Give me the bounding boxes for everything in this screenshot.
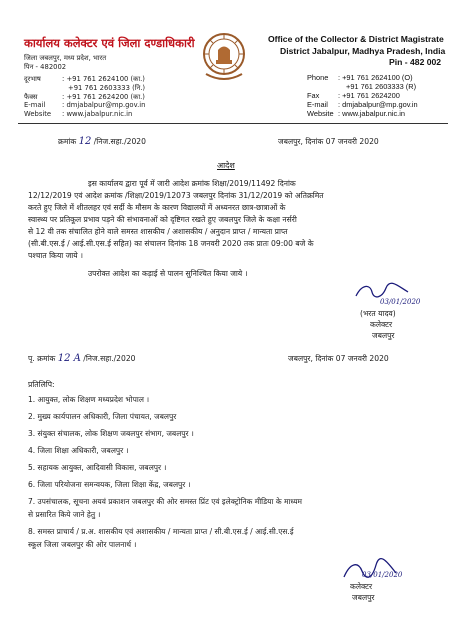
hindi-phone-label: दूरभाष [24,75,41,83]
copy-recipient-8-cont: स्कूल जिला जबलपुर की ओर पालनार्थ । [28,540,137,549]
english-phone-label: Phone [307,73,329,82]
state-emblem-icon [200,30,248,88]
order-para-line-2: 12/12/2019 एवं आदेश क्रमांक /शिक्षा/2019/12073 जबलपुर दिनांक 31/12/2019 को अतिक्रमित [28,191,324,200]
order-date: जबलपुर, दिनांक 07 जनवरी 2020 [278,137,379,146]
english-phone-1: : +91 761 2624100 (O) [338,73,413,82]
hindi-email-label: E-mail [24,101,46,109]
endorsement-reference [28,353,136,365]
order-reference [58,136,146,148]
order-para-line-4: स्वास्थ्य पर प्रतिकूल प्रभाव पड़ने की संभावनाओं को दृष्टिगत रखते हुए जबलपुर जिले के कक्षा नर्सरी [28,215,297,224]
order-para-line-5: से 12 वी तक संचालित होने वाले समस्त शासकीय / अशासकीय / अनुदान प्राप्त / मान्यता प्राप्त [28,227,288,236]
order-para-line-3: करते हुए जिले में शीतलहर एवं सर्दी के मौसम के कारण विद्यालयों में अध्यनरत छात्र-छात्राओं के [28,203,286,212]
header-divider [18,123,448,124]
hindi-pin-line: पिन - 482002 [24,63,67,71]
order-para-line-7: पश्चात किया जाये । [28,251,83,260]
order-ref-prefix: क्रमांक [58,137,77,146]
hindi-phone-2: +91 761 2603333 (नि.) [68,84,146,92]
order-sign-title: कलेक्टर [370,320,393,329]
copy-recipient-7-cont: से प्रसारित किये जाने हेतु । [28,510,101,519]
copy-recipient-8: 8. समस्त प्राचार्य / प्र.अ. शासकीय एवं अशासकीय / मान्यता प्राप्त / सी.बी.एस.ई / आई.सी.एस.ई [28,527,294,536]
hindi-phone-1: : +91 761 2624100 (का.) [62,75,145,83]
order-compliance: उपरोक्त आदेश का कड़ाई से पालन सुनिश्चित किया जाये । [88,269,248,278]
endorsement-sign-title: कलेक्टर [350,582,373,591]
english-office-title: Office of the Collector & District Magistrate [268,34,444,44]
copy-recipient-3: 3. संयुक्त संचालक, लोक शिक्षण जबलपुर संभाग, जबलपुर । [28,429,194,438]
endorsement-sign-place: जबलपुर [352,593,375,602]
english-fax: : +91 761 2624200 [338,91,400,100]
order-para-line-1: इस कार्यालय द्वारा पूर्व में जारी आदेश क्रमांक शिक्षा/2019/11492 दिनांक [88,179,296,188]
order-para-line-6: (सी.बी.एस.ई / आई.सी.एस.ई सहित) का संचालन दिनांक 18 जनवरी 2020 तक प्रातः 09:00 बजे के [28,239,314,248]
copy-recipient-1: 1. आयुक्त, लोक शिक्षण मध्यप्रदेश भोपाल । [28,395,150,404]
english-email[interactable]: : dmjabalpur@mp.gov.in [338,100,418,109]
copy-recipient-2: 2. मुख्य कार्यपालन अधिकारी, जिला पंचायत, जबलपुर [28,412,177,421]
english-fax-label: Fax [307,91,320,100]
english-address-line: District Jabalpur, Madhya Pradesh, India [280,46,446,56]
order-ref-number: 12 [78,136,92,147]
endorsement-date: जबलपुर, दिनांक 07 जनवरी 2020 [288,354,389,363]
hindi-fax-label: फैक्स [24,93,38,101]
endorsement-ref-prefix: पृ. क्रमांक [28,354,56,363]
hindi-address-line: जिला जबलपुर, मध्य प्रदेश, भारत [24,54,107,62]
english-website-label: Website [307,109,334,118]
english-website[interactable]: : www.jabalpur.nic.in [338,109,405,118]
copy-recipient-7: 7. उपसंचालक, सूचना अयवं प्रकाशन जबलपुर की ओर समस्त प्रिंट एवं इलेक्ट्रोनिक मीडिया के माध्यम [28,497,303,506]
order-heading: आदेश [217,161,235,170]
hindi-website[interactable]: : www.jabalpur.nic.in [62,110,133,118]
english-phone-2: +91 761 2603333 (R) [346,82,417,91]
copy-recipient-4: 4. जिला शिक्षा अधिकारी, जबलपुर । [28,446,129,455]
endorsement-ref-number: 12 A [57,353,81,364]
english-pin-line: Pin - 482 002 [389,57,442,67]
order-sign-place: जबलपुर [372,331,395,340]
endorsement-sign-date: 03/01/2020 [362,571,403,579]
copy-recipient-5: 5. सहायक आयुक्त, आदिवासी विकास, जबलपुर । [28,463,167,472]
english-email-label: E-mail [307,100,328,109]
order-sign-date: 03/01/2020 [380,298,421,306]
hindi-website-label: Website [24,110,52,118]
hindi-email[interactable]: : dmjabalpur@mp.gov.in [62,101,146,109]
order-ref-suffix: /निज.सहा./2020 [93,137,146,146]
hindi-office-title: कार्यालय कलेक्टर एवं जिला दण्डाधिकारी [24,36,195,50]
order-sign-name: (भरत यादव) [360,309,396,318]
hindi-fax: : +91 761 2624200 (का.) [62,93,145,101]
endorsement-ref-suffix: /निज.सहा./2020 [83,354,136,363]
copy-to-label: प्रतिलिपि: [28,380,55,389]
copy-recipient-6: 6. जिला परियोजना समन्वयक, जिला शिक्षा केंद्र, जबलपुर । [28,480,191,489]
